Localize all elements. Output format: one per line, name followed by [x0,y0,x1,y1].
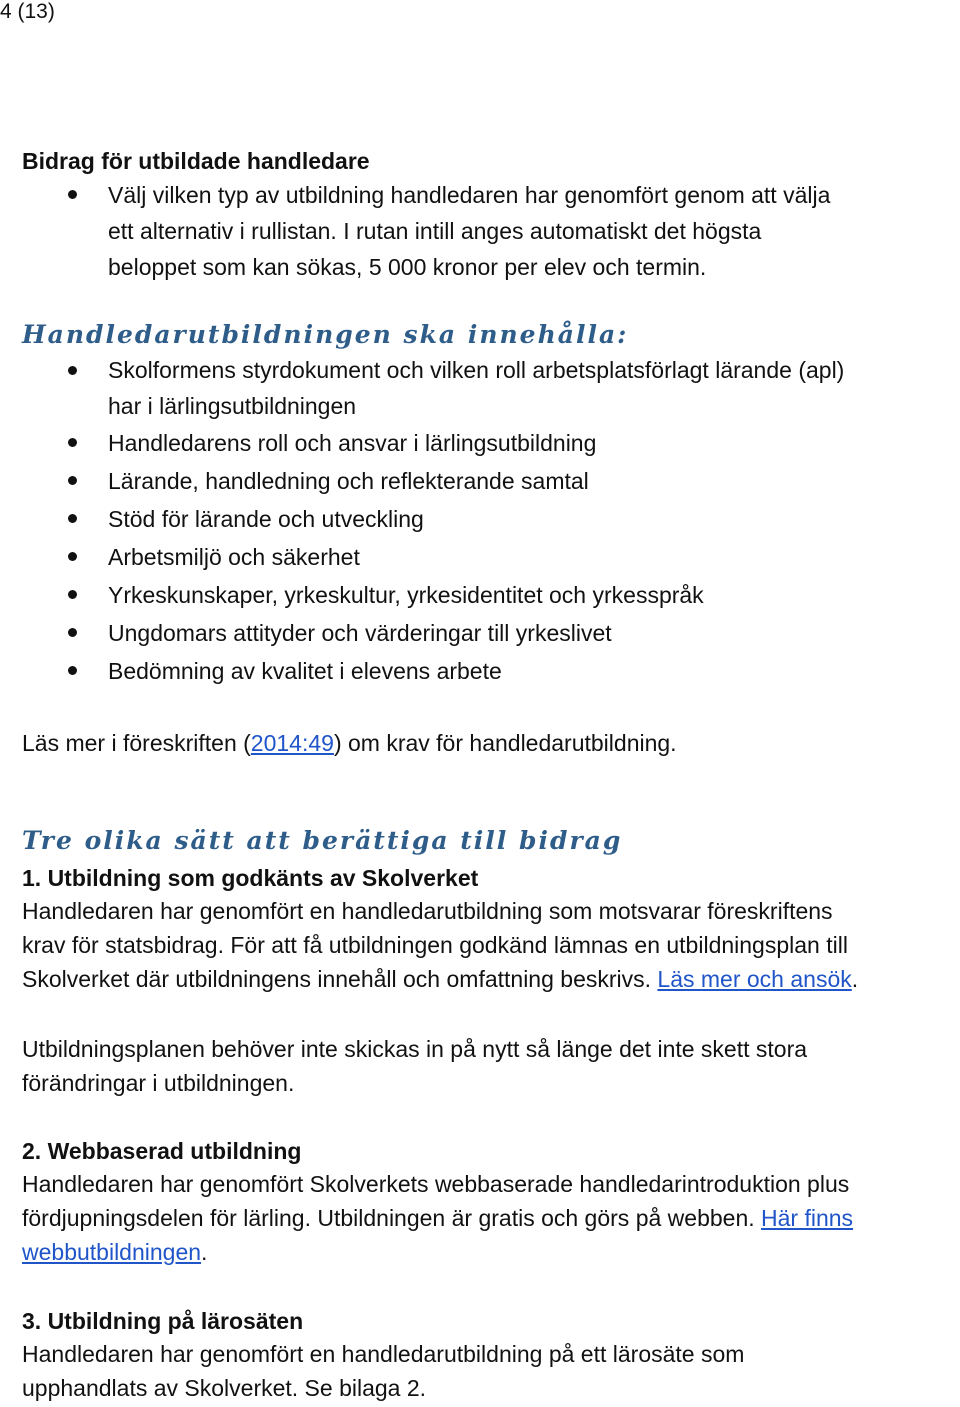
read-more-text: Läs mer i föreskriften ( [22,730,251,756]
option1-section [22,862,952,996]
bullet-icon [68,666,77,675]
innehalla-list-wrap [22,352,952,690]
regulation-link[interactable]: 2014:49 [250,730,334,756]
paragraph-line: fördjupningsdelen för lärling. Utbildningen är gratis och görs på webben. [22,1205,762,1231]
paragraph-line: Handledaren har genomfört en handledarutbildning på ett lärosäte som [22,1341,745,1367]
option3-section [22,1305,952,1405]
option1-body [22,894,952,996]
list-item-line: beloppet som kan sökas, 5 000 kronor per elev och termin. [108,254,707,280]
option2-heading: 2. Webbaserad utbildning [22,1138,302,1164]
read-more-paragraph [22,726,952,760]
paragraph-line: Skolverket där utbildningens innehåll och omfattning beskrivs. [22,966,658,992]
paragraph-line: Utbildningsplanen behöver inte skickas in på nytt så länge det inte skett stora [22,1036,808,1062]
list-item [22,462,952,500]
bullet-icon [68,476,77,485]
bullet-icon [68,590,77,599]
bullet-icon [68,190,77,199]
innehalla-section [22,320,952,349]
paragraph-line: krav för statsbidrag. För att få utbildningen godkänd lämnas en utbildningsplan till [22,932,848,958]
web-training-link-cont[interactable]: webbutbildningen [22,1239,202,1265]
paragraph-line-end: . [851,966,859,992]
list-item [22,177,952,285]
option1-note [22,1032,952,1100]
bidrag-heading: Bidrag för utbildade handledare [22,148,370,174]
option2-section [22,1135,952,1269]
read-more-text-end: ) om krav för handledarutbildning. [333,730,677,756]
paragraph-line: förändringar i utbildningen. [22,1070,295,1096]
innehalla-bullet-list [22,352,952,690]
bidrag-section [22,145,952,285]
list-item-line: Stöd för lärande och utveckling [108,506,424,532]
tre-satt-section [22,826,952,855]
option3-heading: 3. Utbildning på lärosäten [22,1308,304,1334]
list-item-line: Yrkeskunskaper, yrkeskultur, yrkesidentitet och yrkesspråk [108,582,704,608]
apply-link[interactable]: Läs mer och ansök [657,966,852,992]
paragraph-line: upphandlats av Skolverket. Se bilaga 2. [22,1375,427,1401]
list-item [22,352,952,424]
list-item-line: Välj vilken typ av utbildning handledaren har genomfört genom att välja [108,182,831,208]
list-item-line: Arbetsmiljö och säkerhet [108,544,360,570]
list-item-line: ett alternativ i rullistan. I rutan intill anges automatiskt det högsta [108,218,762,244]
bidrag-bullet-list [22,177,952,285]
option2-body [22,1167,952,1269]
bullet-icon [68,628,77,637]
list-item-line: Bedömning av kvalitet i elevens arbete [108,658,502,684]
list-item-line: Lärande, handledning och reflekterande samtal [108,468,589,494]
bullet-icon [68,366,77,375]
option3-body [22,1337,952,1405]
bullet-icon [68,438,77,447]
list-item [22,500,952,538]
tre-satt-heading: Tre olika sätt att berättiga till bidrag [22,826,623,855]
list-item [22,576,952,614]
bullet-icon [68,514,77,523]
list-item [22,538,952,576]
list-item-line: har i lärlingsutbildningen [108,393,357,419]
list-item [22,652,952,690]
list-item-line: Handledarens roll och ansvar i lärlingsutbildning [108,430,597,456]
option1-heading: 1. Utbildning som godkänts av Skolverket [22,865,479,891]
paragraph-line-end: . [201,1239,208,1265]
bullet-icon [68,552,77,561]
web-training-link[interactable]: Här finns [761,1205,854,1231]
list-item-line: Ungdomars attityder och värderingar till yrkeslivet [108,620,612,646]
list-item [22,614,952,652]
list-item-line: Skolformens styrdokument och vilken roll arbetsplatsförlagt lärande (apl) [108,357,845,383]
paragraph-line: Handledaren har genomfört en handledarutbildning som motsvarar föreskriftens [22,898,833,924]
innehalla-heading: Handledarutbildningen ska innehålla: [22,320,629,349]
paragraph-line: Handledaren har genomfört Skolverkets webbaserade handledarintroduktion plus [22,1171,850,1197]
page-number: 4 (13) [0,0,55,23]
list-item [22,424,952,462]
